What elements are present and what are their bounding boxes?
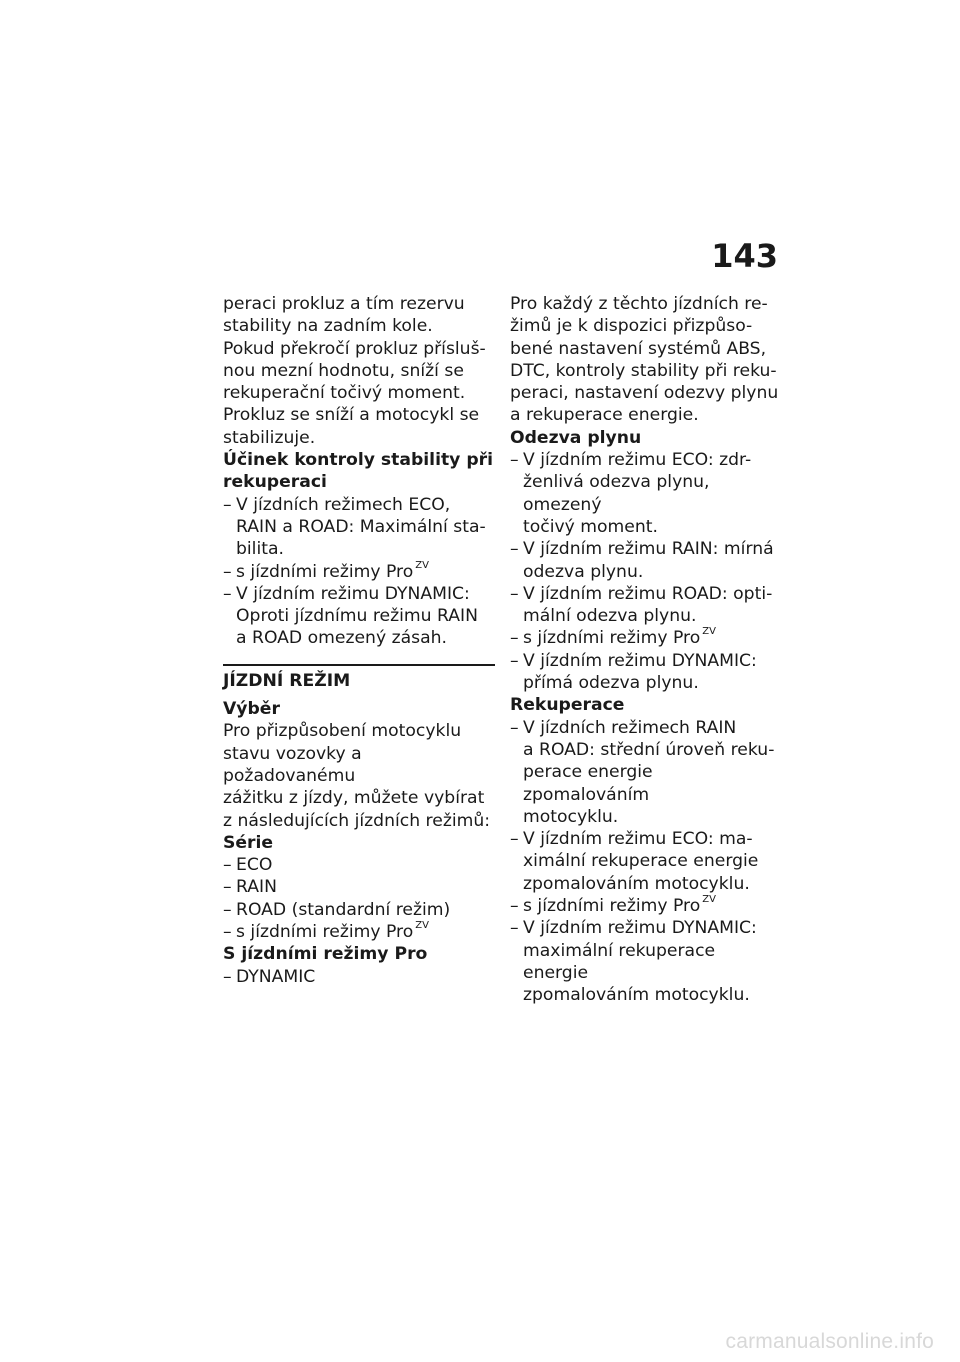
- text-line: stabilizuje.: [223, 427, 316, 448]
- subheading-selection: Výběr: [223, 699, 280, 720]
- option-code: ZV: [415, 559, 429, 571]
- list-item: – V jízdních režimech ECO, RAIN a ROAD: Maximální sta- bilita.: [223, 494, 495, 561]
- section-title: JÍZDNÍ REŽIM: [223, 670, 351, 691]
- right-column: [510, 293, 782, 1007]
- list-item: – V jízdním režimu DYNAMIC: Oproti jízdnímu režimu RAIN a ROAD omezený zásah.: [223, 583, 495, 650]
- list-item: – V jízdním režimu ECO: ma- ximální rekuperace energie zpomalováním motocyklu.: [510, 828, 782, 895]
- list-item: – DYNAMIC: [223, 966, 495, 988]
- heading-recuperation: Rekuperace: [510, 695, 625, 716]
- list-item: – V jízdním režimu ECO: zdr- ženlivá odezva plynu, omezený točivý moment.: [510, 449, 782, 538]
- text-line: rekuperační točivý moment.: [223, 383, 466, 404]
- pro-option-label: – s jízdními režimy Pro $^{ZV}$: [510, 627, 782, 649]
- section-divider: [223, 664, 495, 692]
- serie-label: Série: [223, 832, 274, 853]
- list-item: – V jízdním režimu DYNAMIC: přímá odezva plynu.: [510, 650, 782, 695]
- pro-option-label: – s jízdními režimy Pro $^{ZV}$: [223, 561, 495, 583]
- heading-stability-effect: Účinek kontroly stability při rekuperaci: [223, 450, 494, 493]
- list-item: – V jízdním režimu ROAD: opti- mální odezva plynu.: [510, 583, 782, 628]
- text-line: peraci prokluz a tím rezervu: [223, 294, 465, 314]
- list-item: – ROAD (standardní režim): [223, 899, 495, 921]
- text-line: stability na zadním kole.: [223, 316, 433, 337]
- left-column: [223, 293, 495, 988]
- text-line: Prokluz se sníží a motocykl se: [223, 405, 480, 426]
- heading-throttle: Odezva plynu: [510, 427, 642, 448]
- option-code: ZV: [702, 626, 716, 638]
- text-line: Pokud překročí prokluz přísluš-: [223, 338, 486, 359]
- option-code: ZV: [702, 894, 716, 906]
- selection-paragraph: Pro přizpůsobení motocyklu stavu vozovky a požadovanému zážitku z jízdy, můžete vybírat z následujících jízdních režimů:: [223, 721, 491, 831]
- text-line: nou mezní hodnotu, sníží se: [223, 360, 464, 381]
- list-item: – RAIN: [223, 876, 495, 898]
- watermark: carmanualsonline.info: [725, 1330, 934, 1353]
- pro-option-label: – s jízdními režimy Pro $^{ZV}$: [223, 921, 495, 943]
- list-item: – V jízdním režimu DYNAMIC: maximální rekuperace energie zpomalováním motocyklu.: [510, 917, 782, 1006]
- intro-paragraph: Pro každý z těchto jízdních re- žimů je k dispozici přizpůso- bené nastavení systémů ABS, DTC, kontroly stability při reku- peraci, nastavení odezvy plynu a rekuperace energie.: [510, 294, 779, 426]
- list-item: – V jízdních režimech RAIN a ROAD: střední úroveň reku- perace energie zpomalováním motocyklu.: [510, 717, 782, 828]
- pro-heading: S jízdními režimy Pro: [223, 944, 428, 965]
- intro-paragraph: [223, 293, 495, 449]
- page-number: 143: [711, 237, 778, 275]
- list-item: – V jízdním režimu RAIN: mírná odezva plynu.: [510, 538, 782, 583]
- option-code: ZV: [415, 920, 429, 932]
- pro-option-label: – s jízdními režimy Pro $^{ZV}$: [510, 895, 782, 917]
- list-item: – ECO: [223, 854, 495, 876]
